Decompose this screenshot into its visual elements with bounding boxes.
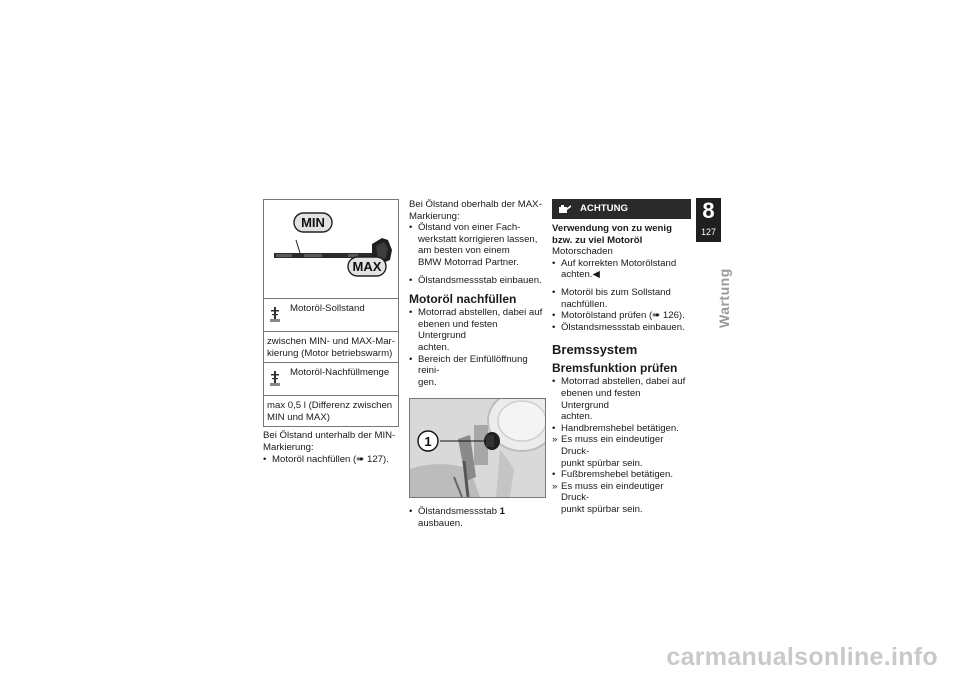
- paragraph: Markierung:: [409, 210, 460, 222]
- warning-label: ACHTUNG: [580, 203, 628, 214]
- warning-title: Verwendung von zu wenig: [552, 223, 672, 234]
- spec-box-refill-amount: [263, 362, 399, 427]
- page-ref-arrow-icon: ➠: [356, 453, 367, 465]
- list-item: • Motoröl nachfüllen (➠ 127).: [263, 454, 399, 466]
- oil-spec-icon: [270, 307, 280, 323]
- result-item: » Es muss ein eindeutiger Druck- punkt spürbar sein.: [552, 481, 691, 516]
- min-label: MIN: [301, 215, 325, 230]
- page-ref[interactable]: 126: [662, 310, 679, 322]
- dipstick-figure: [263, 199, 399, 299]
- list-item: • Motorrad abstellen, dabei auf ebenen und festen Untergrund achten.: [409, 307, 546, 353]
- chapter-side-title: Wartung: [716, 268, 732, 328]
- paragraph: Bei Ölstand unterhalb der MIN-: [263, 430, 396, 442]
- list-item: • Motoröl bis zum Sollstand nachfüllen.: [552, 287, 691, 310]
- warning-subtitle: Motorschaden: [552, 246, 613, 258]
- paragraph: Bei Ölstand oberhalb der MAX-: [409, 199, 542, 210]
- max-label: MAX: [352, 259, 382, 274]
- engine-photo-illustration: [410, 399, 545, 497]
- section-heading: Motoröl nachfüllen: [409, 292, 517, 307]
- page-ref-arrow-icon: ➠: [652, 310, 663, 322]
- list-item: • Motorrad abstellen, dabei auf ebenen und festen Untergrund achten.: [552, 376, 691, 422]
- end-mark-icon: ◀: [592, 269, 600, 281]
- column-2: [409, 199, 546, 530]
- list-item: • Fußbremshebel betätigen.: [552, 469, 691, 481]
- spec-value: max 0,5 l (Differenz zwischen: [267, 400, 393, 412]
- oil-spec-icon: [270, 371, 280, 387]
- spec-value: kierung (Motor betriebswarm): [267, 347, 393, 359]
- list-item: • Ölstand von einer Fach- werkstatt korrigieren lassen, am besten von einem BMW Motorrad Partner.: [409, 222, 546, 268]
- spec-value: zwischen MIN- und MAX-Mar-: [267, 336, 395, 347]
- dipstick-illustration: [264, 200, 398, 298]
- page-number: 127: [701, 227, 716, 237]
- oil-filler-photo: [409, 398, 546, 498]
- chapter-section-heading: Bremssystem: [552, 342, 638, 358]
- list-item: • Auf korrekten Motorölstand achten.◀: [552, 258, 691, 281]
- list-item: • Ölstandsmessstab einbauen.: [409, 275, 546, 287]
- page-ref[interactable]: 127: [366, 453, 383, 465]
- warning-banner: [552, 199, 691, 219]
- warning-title: bzw. zu viel Motoröl: [552, 234, 643, 246]
- column-3: [552, 199, 691, 515]
- spec-title: Motoröl-Nachfüllmenge: [290, 367, 390, 379]
- section-heading: Bremsfunktion prüfen: [552, 361, 678, 376]
- list-item: • Motorölstand prüfen (➠ 126).: [552, 310, 691, 322]
- result-item: » Es muss ein eindeutiger Druck- punkt spürbar sein.: [552, 434, 691, 469]
- oil-can-warning-icon: [558, 203, 572, 215]
- watermark: carmanualsonline.info: [666, 643, 938, 671]
- chapter-tab: [696, 198, 721, 242]
- chapter-number: 8: [702, 198, 715, 223]
- list-item: • Handbremshebel betätigen.: [552, 423, 691, 435]
- callout-1: 1: [424, 434, 432, 450]
- list-item: • Bereich der Einfüllöffnung reini- gen.: [409, 354, 546, 389]
- column-1: [263, 199, 399, 465]
- list-item: • Ölstandsmessstab einbauen.: [552, 322, 691, 334]
- spec-title: Motoröl-Sollstand: [290, 303, 365, 314]
- list-item: • Ölstandsmessstab 1 ausbauen.: [409, 506, 546, 529]
- paragraph: Markierung:: [263, 441, 314, 453]
- spec-value: MIN und MAX): [267, 411, 330, 423]
- spec-box-oil-target: [263, 298, 399, 363]
